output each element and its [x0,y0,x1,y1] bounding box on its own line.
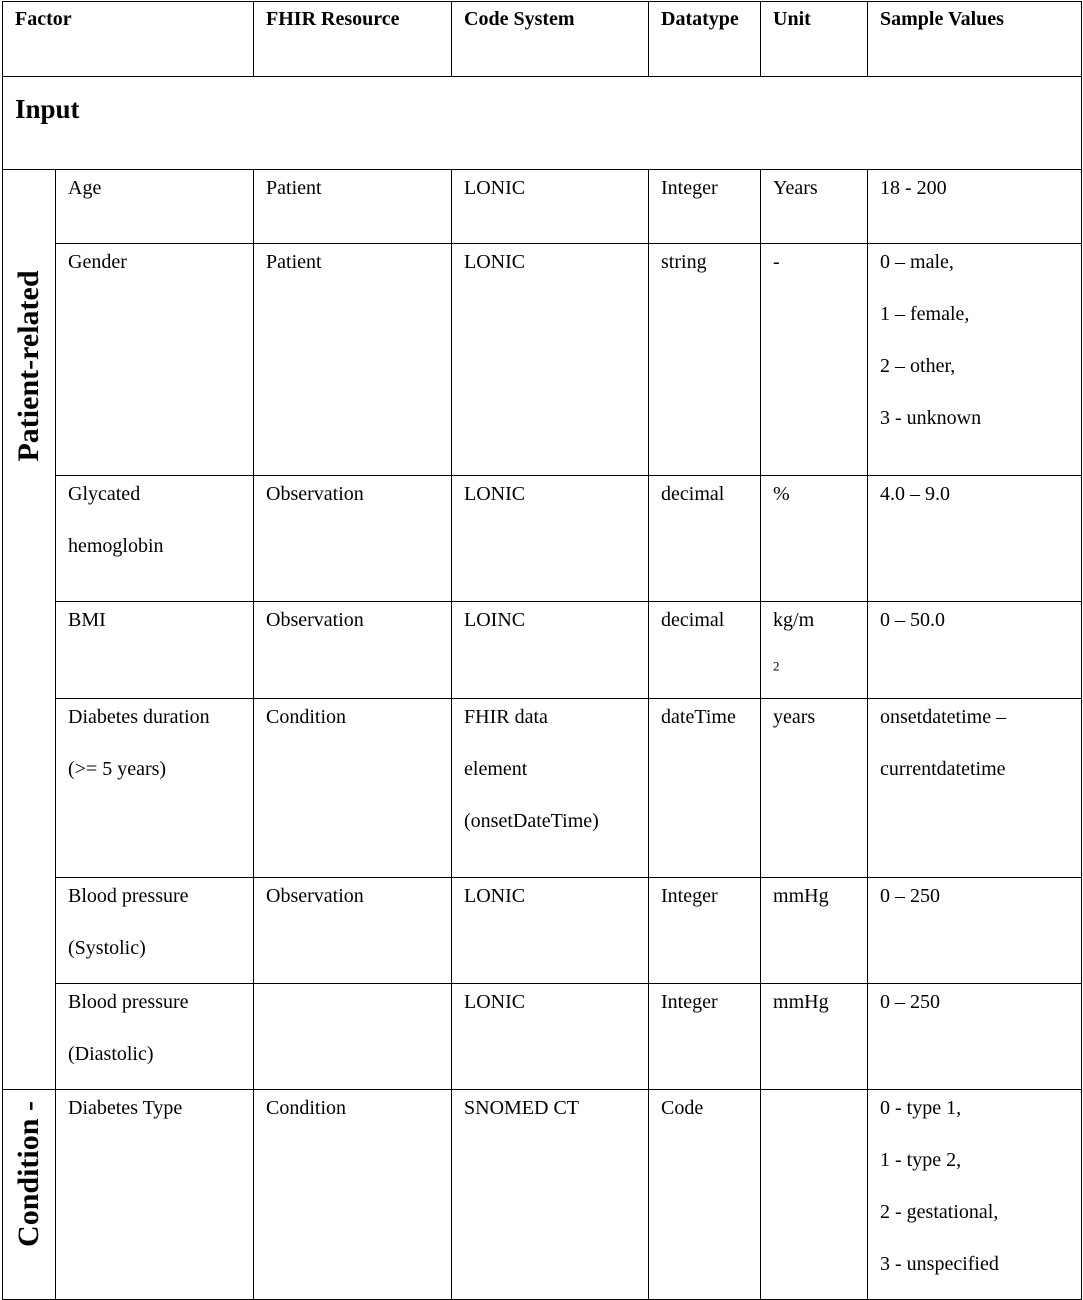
code-system-text: LONIC [464,251,526,273]
factor-text: hemoglobin [68,535,164,557]
factor-text: Age [68,177,102,199]
unit-text: mmHg [773,991,829,1013]
code-system-text: LONIC [464,177,526,199]
unit-text: years [773,706,816,728]
factor-text: (Diastolic) [68,1043,154,1065]
unit-text: % [773,483,790,505]
factor-text: Diabetes duration [68,706,210,728]
sample-text: 3 - unknown [880,407,982,429]
factor-text: Diabetes Type [68,1097,183,1119]
factor-text: Blood pressure [68,885,189,907]
resource-text: Condition [266,706,347,728]
table-row [3,244,1082,476]
sample-text: 2 - gestational, [880,1201,999,1223]
sample-text: 0 – male, [880,251,954,273]
header-datatype: Datatype [649,2,761,77]
factor-text: (>= 5 years) [68,758,167,780]
resource-text: Patient [266,177,322,199]
cell-datatype [649,170,761,244]
datatype-text: Code [661,1097,704,1119]
code-system-text: LONIC [464,483,526,505]
cell-unit [761,476,868,602]
cell-code-system [452,1090,649,1300]
factor-table [2,1,1082,1300]
header-code-system: Code System [452,2,649,77]
cell-unit [761,244,868,476]
sample-text: onsetdatetime – [880,706,1007,728]
factor-text: Blood pressure [68,991,189,1013]
unit-superscript: 2 [773,658,780,674]
cell-resource [254,170,452,244]
sample-text: currentdatetime [880,758,1006,780]
cell-unit [761,1090,868,1300]
code-system-text: FHIR data [464,706,548,728]
cell-resource [254,244,452,476]
cell-code-system [452,984,649,1090]
code-system-text: LONIC [464,885,526,907]
header-unit: Unit [761,2,868,77]
group-cell-patient-related [3,170,56,1090]
cell-code-system [452,170,649,244]
sample-text: 0 - type 1, [880,1097,962,1119]
header-factor: Factor [3,2,254,77]
cell-samples [868,244,1082,476]
resource-text: Condition [266,1097,347,1119]
table-row [3,476,1082,602]
cell-samples [868,1090,1082,1300]
sample-text: 18 - 200 [880,177,947,199]
cell-unit [761,984,868,1090]
resource-text: Observation [266,609,364,631]
unit-base: kg/m [773,609,815,631]
cell-datatype [649,602,761,699]
header-fhir-resource: FHIR Resource [254,2,452,77]
cell-unit [761,170,868,244]
datatype-text: decimal [661,609,725,631]
datatype-text: Integer [661,991,718,1013]
cell-samples [868,699,1082,878]
cell-unit [761,878,868,984]
code-system-text: LONIC [464,991,526,1013]
cell-factor [56,878,254,984]
factor-text: BMI [68,609,106,631]
unit-text [773,594,855,698]
unit-text: mmHg [773,885,829,907]
cell-datatype [649,1090,761,1300]
cell-resource [254,476,452,602]
cell-datatype [649,244,761,476]
sample-text: 1 - type 2, [880,1149,962,1171]
cell-code-system [452,699,649,878]
factor-text: (Systolic) [68,937,146,959]
code-system-text: LOINC [464,609,526,631]
datatype-text: decimal [661,483,725,505]
cell-code-system [452,878,649,984]
code-system-text: SNOMED CT [464,1097,580,1119]
cell-datatype [649,984,761,1090]
sample-text: 0 – 50.0 [880,609,946,631]
cell-resource [254,699,452,878]
sample-text: 0 – 250 [880,991,941,1013]
sample-text: 1 – female, [880,303,970,325]
cell-factor [56,602,254,699]
code-system-text: element [464,758,528,780]
group-cell-condition [3,1090,56,1300]
factor-text: Gender [68,251,127,273]
cell-samples [868,984,1082,1090]
cell-unit [761,602,868,699]
table-row [3,602,1082,699]
cell-resource [254,984,452,1090]
group-label-patient-related: Patient-related [12,270,45,462]
cell-code-system [452,602,649,699]
resource-text: Patient [266,251,322,273]
table-row [3,1090,1082,1300]
sample-text: 2 – other, [880,355,956,377]
cell-factor [56,170,254,244]
cell-resource [254,878,452,984]
unit-text: Years [773,177,818,199]
code-system-text: (onsetDateTime) [464,810,599,832]
datatype-text: dateTime [661,706,736,728]
cell-unit [761,699,868,878]
cell-factor [56,1090,254,1300]
datatype-text: Integer [661,177,718,199]
sample-text: 3 - unspecified [880,1253,999,1275]
cell-datatype [649,476,761,602]
section-label-input: Input [3,77,1082,170]
cell-factor [56,244,254,476]
section-row-input [3,77,1082,170]
header-sample-values: Sample Values [868,2,1082,77]
cell-samples [868,878,1082,984]
sample-text: 0 – 250 [880,885,941,907]
cell-factor [56,699,254,878]
cell-resource [254,1090,452,1300]
cell-datatype [649,699,761,878]
cell-factor [56,984,254,1090]
cell-datatype [649,878,761,984]
table-row [3,170,1082,244]
table-row [3,984,1082,1090]
datatype-text: Integer [661,885,718,907]
cell-samples [868,476,1082,602]
cell-samples [868,170,1082,244]
datatype-text: string [661,251,707,273]
resource-text: Observation [266,885,364,907]
sample-text: 4.0 – 9.0 [880,483,951,505]
cell-code-system [452,476,649,602]
unit-text: - [773,251,780,273]
cell-code-system [452,244,649,476]
table-row [3,878,1082,984]
header-row [3,2,1082,77]
cell-samples [868,602,1082,699]
factor-text: Glycated [68,483,141,505]
cell-resource [254,602,452,699]
resource-text: Observation [266,483,364,505]
table-row [3,699,1082,878]
group-label-condition: Condition - [12,1101,45,1247]
cell-factor [56,476,254,602]
